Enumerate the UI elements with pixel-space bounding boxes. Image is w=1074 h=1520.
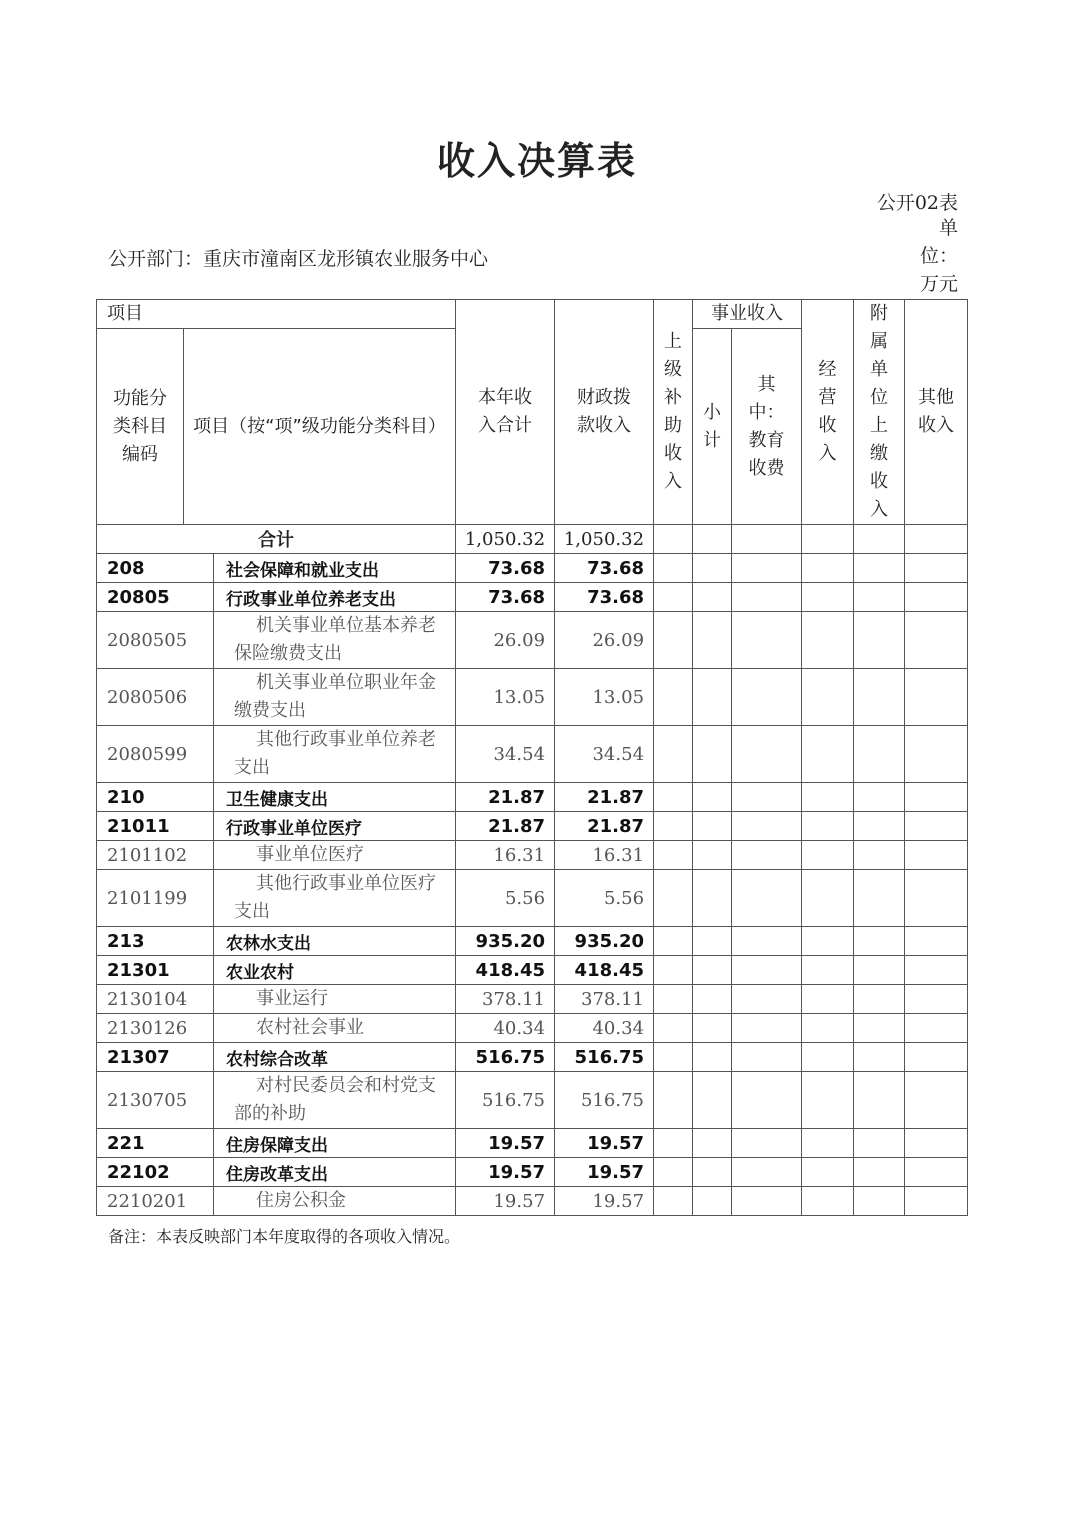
row-total: 418.45	[456, 956, 555, 985]
empty-cell	[905, 583, 968, 612]
empty-cell	[693, 554, 732, 583]
row-fiscal: 19.57	[555, 1158, 654, 1187]
row-name: 事业运行	[214, 985, 456, 1014]
row-name: 农林水支出	[214, 927, 456, 956]
empty-cell	[905, 1043, 968, 1072]
row-total: 40.34	[456, 1014, 555, 1043]
row-code: 22102	[97, 1158, 214, 1187]
row-name: 住房公积金	[214, 1187, 456, 1216]
empty-cell	[654, 812, 693, 841]
empty-cell	[905, 956, 968, 985]
empty-cell	[802, 1072, 854, 1129]
empty-cell	[732, 612, 802, 669]
empty-cell	[732, 870, 802, 927]
row-total: 73.68	[456, 583, 555, 612]
empty-cell	[854, 841, 905, 870]
table-row	[97, 612, 968, 669]
empty-cell	[693, 583, 732, 612]
empty-cell	[732, 1014, 802, 1043]
row-fiscal: 418.45	[555, 956, 654, 985]
row-code: 2130104	[97, 985, 214, 1014]
row-total: 73.68	[456, 554, 555, 583]
row-name: 事业单位医疗	[214, 841, 456, 870]
row-code: 20805	[97, 583, 214, 612]
table-row	[97, 669, 968, 726]
empty-cell	[693, 1072, 732, 1129]
empty-cell	[854, 1043, 905, 1072]
empty-cell	[654, 1014, 693, 1043]
empty-cell	[854, 1158, 905, 1187]
header-subtotal: 小计	[693, 329, 732, 525]
empty-cell	[693, 1129, 732, 1158]
row-total: 516.75	[456, 1072, 555, 1129]
row-code: 21301	[97, 956, 214, 985]
row-total: 26.09	[456, 612, 555, 669]
empty-cell	[732, 583, 802, 612]
row-name: 行政事业单位养老支出	[214, 583, 456, 612]
empty-cell	[693, 1014, 732, 1043]
row-name: 机关事业单位基本养老保险缴费支出	[214, 612, 456, 669]
empty-cell	[854, 783, 905, 812]
empty-cell	[905, 812, 968, 841]
row-total: 516.75	[456, 1043, 555, 1072]
empty-cell	[693, 1043, 732, 1072]
row-total: 19.57	[456, 1129, 555, 1158]
empty-cell	[905, 669, 968, 726]
empty-cell	[802, 1014, 854, 1043]
page-title: 收入决算表	[436, 139, 637, 183]
empty-cell	[654, 841, 693, 870]
row-total: 34.54	[456, 726, 555, 783]
table-row	[97, 841, 968, 870]
row-name: 对村民委员会和村党支部的补助	[214, 1072, 456, 1129]
row-code: 2210201	[97, 1187, 214, 1216]
empty-cell	[732, 1072, 802, 1129]
row-total: 5.56	[456, 870, 555, 927]
empty-cell	[854, 612, 905, 669]
empty-cell	[905, 870, 968, 927]
header-edu: 其中：教育收费	[732, 329, 802, 525]
empty-cell	[732, 956, 802, 985]
row-name: 行政事业单位医疗	[214, 812, 456, 841]
empty-cell	[905, 726, 968, 783]
empty-cell	[854, 1072, 905, 1129]
income-table	[96, 299, 968, 1216]
table-row	[97, 554, 968, 583]
total-amount: 1,050.32	[456, 525, 555, 554]
table-row	[97, 1129, 968, 1158]
empty-cell	[654, 1129, 693, 1158]
row-fiscal: 21.87	[555, 812, 654, 841]
empty-cell	[802, 841, 854, 870]
header-code: 功能分类科目编码	[97, 329, 184, 525]
row-name: 其他行政事业单位养老支出	[214, 726, 456, 783]
row-code: 2101102	[97, 841, 214, 870]
row-code: 210	[97, 783, 214, 812]
table-row	[97, 927, 968, 956]
row-name: 住房改革支出	[214, 1158, 456, 1187]
row-code: 2080505	[97, 612, 214, 669]
row-total: 378.11	[456, 985, 555, 1014]
row-fiscal: 19.57	[555, 1129, 654, 1158]
table-row	[97, 1187, 968, 1216]
empty-cell	[693, 1187, 732, 1216]
empty-cell	[654, 927, 693, 956]
header-name: 项目（按“项”级功能分类科目）	[184, 329, 456, 525]
table-row	[97, 985, 968, 1014]
table-row	[97, 956, 968, 985]
empty-cell	[802, 956, 854, 985]
row-fiscal: 378.11	[555, 985, 654, 1014]
header-affiliated: 附属单位上缴收入	[854, 300, 905, 525]
footnote: 备注：本表反映部门本年度取得的各项收入情况。	[108, 1227, 461, 1246]
row-total: 21.87	[456, 783, 555, 812]
row-code: 21307	[97, 1043, 214, 1072]
table-row	[97, 726, 968, 783]
total-label: 合计	[97, 525, 456, 554]
empty-cell	[802, 612, 854, 669]
empty-cell	[905, 841, 968, 870]
table-row	[97, 870, 968, 927]
row-fiscal: 516.75	[555, 1043, 654, 1072]
empty-cell	[732, 554, 802, 583]
empty-cell	[905, 554, 968, 583]
empty-cell	[905, 1072, 968, 1129]
empty-cell	[802, 783, 854, 812]
row-total: 19.57	[456, 1158, 555, 1187]
total-fiscal: 1,050.32	[555, 525, 654, 554]
empty-cell	[654, 870, 693, 927]
department-label: 公开部门：重庆市潼南区龙形镇农业服务中心	[108, 248, 489, 270]
empty-cell	[905, 985, 968, 1014]
row-total: 13.05	[456, 669, 555, 726]
row-fiscal: 73.68	[555, 583, 654, 612]
row-fiscal: 5.56	[555, 870, 654, 927]
row-name: 住房保障支出	[214, 1129, 456, 1158]
empty-cell	[854, 956, 905, 985]
empty-cell	[732, 726, 802, 783]
empty-cell	[732, 841, 802, 870]
empty-cell	[654, 1043, 693, 1072]
row-fiscal: 516.75	[555, 1072, 654, 1129]
empty-cell	[802, 927, 854, 956]
table-row	[97, 812, 968, 841]
row-fiscal: 26.09	[555, 612, 654, 669]
empty-cell	[693, 841, 732, 870]
empty-cell	[693, 870, 732, 927]
row-code: 221	[97, 1129, 214, 1158]
form-number: 公开02表	[876, 192, 958, 214]
empty-cell	[905, 1129, 968, 1158]
empty-cell	[854, 583, 905, 612]
empty-cell	[693, 927, 732, 956]
row-code: 2130126	[97, 1014, 214, 1043]
row-code: 2080506	[97, 669, 214, 726]
table-row	[97, 1158, 968, 1187]
empty-cell	[693, 985, 732, 1014]
empty-cell	[802, 1158, 854, 1187]
empty-cell	[854, 554, 905, 583]
empty-cell	[654, 612, 693, 669]
row-total: 19.57	[456, 1187, 555, 1216]
table-row	[97, 583, 968, 612]
header-business: 事业收入	[693, 300, 802, 329]
empty-cell	[854, 1129, 905, 1158]
row-total: 16.31	[456, 841, 555, 870]
empty-cell	[732, 669, 802, 726]
row-name: 农村综合改革	[214, 1043, 456, 1072]
empty-cell	[732, 1187, 802, 1216]
row-name: 农业农村	[214, 956, 456, 985]
row-total: 935.20	[456, 927, 555, 956]
header-fiscal: 财政拨款收入	[555, 300, 654, 525]
empty-cell	[654, 669, 693, 726]
total-row	[97, 525, 968, 554]
table-row	[97, 1072, 968, 1129]
empty-cell	[802, 1187, 854, 1216]
header-other: 其他收入	[905, 300, 968, 525]
row-code: 2101199	[97, 870, 214, 927]
empty-cell	[905, 927, 968, 956]
empty-cell	[905, 612, 968, 669]
empty-cell	[732, 1043, 802, 1072]
row-name: 农村社会事业	[214, 1014, 456, 1043]
unit-label: 单位：万元	[919, 217, 958, 295]
empty-cell	[905, 783, 968, 812]
empty-cell	[854, 985, 905, 1014]
empty-cell	[693, 956, 732, 985]
row-name: 其他行政事业单位医疗支出	[214, 870, 456, 927]
empty-cell	[654, 554, 693, 583]
empty-cell	[693, 1158, 732, 1187]
empty-cell	[732, 1158, 802, 1187]
empty-cell	[802, 1129, 854, 1158]
row-fiscal: 13.05	[555, 669, 654, 726]
row-fiscal: 19.57	[555, 1187, 654, 1216]
row-name: 机关事业单位职业年金缴费支出	[214, 669, 456, 726]
header-total: 本年收入合计	[456, 300, 555, 525]
empty-cell	[654, 1187, 693, 1216]
empty-cell	[654, 783, 693, 812]
row-fiscal: 935.20	[555, 927, 654, 956]
header-superior: 上级补助收入	[654, 300, 693, 525]
row-code: 21011	[97, 812, 214, 841]
empty-cell	[905, 1158, 968, 1187]
row-code: 213	[97, 927, 214, 956]
header-item: 项目	[97, 300, 456, 329]
empty-cell	[802, 812, 854, 841]
empty-cell	[732, 927, 802, 956]
empty-cell	[654, 985, 693, 1014]
empty-cell	[854, 669, 905, 726]
row-code: 2130705	[97, 1072, 214, 1129]
empty-cell	[905, 1187, 968, 1216]
row-total: 21.87	[456, 812, 555, 841]
header-operating: 经营收入	[802, 300, 854, 525]
empty-cell	[854, 870, 905, 927]
empty-cell	[732, 985, 802, 1014]
empty-cell	[802, 583, 854, 612]
empty-cell	[802, 1043, 854, 1072]
empty-cell	[802, 669, 854, 726]
empty-cell	[693, 669, 732, 726]
empty-cell	[802, 985, 854, 1014]
empty-cell	[732, 1129, 802, 1158]
empty-cell	[654, 956, 693, 985]
table-row	[97, 1014, 968, 1043]
empty-cell	[654, 1158, 693, 1187]
row-name: 卫生健康支出	[214, 783, 456, 812]
empty-cell	[854, 726, 905, 783]
table-row	[97, 1043, 968, 1072]
empty-cell	[654, 583, 693, 612]
row-code: 208	[97, 554, 214, 583]
row-code: 2080599	[97, 726, 214, 783]
row-fiscal: 21.87	[555, 783, 654, 812]
row-name: 社会保障和就业支出	[214, 554, 456, 583]
empty-cell	[854, 1187, 905, 1216]
table-row	[97, 783, 968, 812]
empty-cell	[693, 726, 732, 783]
empty-cell	[854, 812, 905, 841]
empty-cell	[693, 783, 732, 812]
empty-cell	[802, 554, 854, 583]
empty-cell	[693, 812, 732, 841]
row-fiscal: 34.54	[555, 726, 654, 783]
empty-cell	[654, 726, 693, 783]
empty-cell	[654, 1072, 693, 1129]
empty-cell	[854, 1014, 905, 1043]
row-fiscal: 40.34	[555, 1014, 654, 1043]
row-fiscal: 16.31	[555, 841, 654, 870]
empty-cell	[854, 927, 905, 956]
empty-cell	[732, 812, 802, 841]
empty-cell	[693, 612, 732, 669]
empty-cell	[905, 1014, 968, 1043]
empty-cell	[802, 726, 854, 783]
empty-cell	[732, 783, 802, 812]
empty-cell	[802, 870, 854, 927]
row-fiscal: 73.68	[555, 554, 654, 583]
